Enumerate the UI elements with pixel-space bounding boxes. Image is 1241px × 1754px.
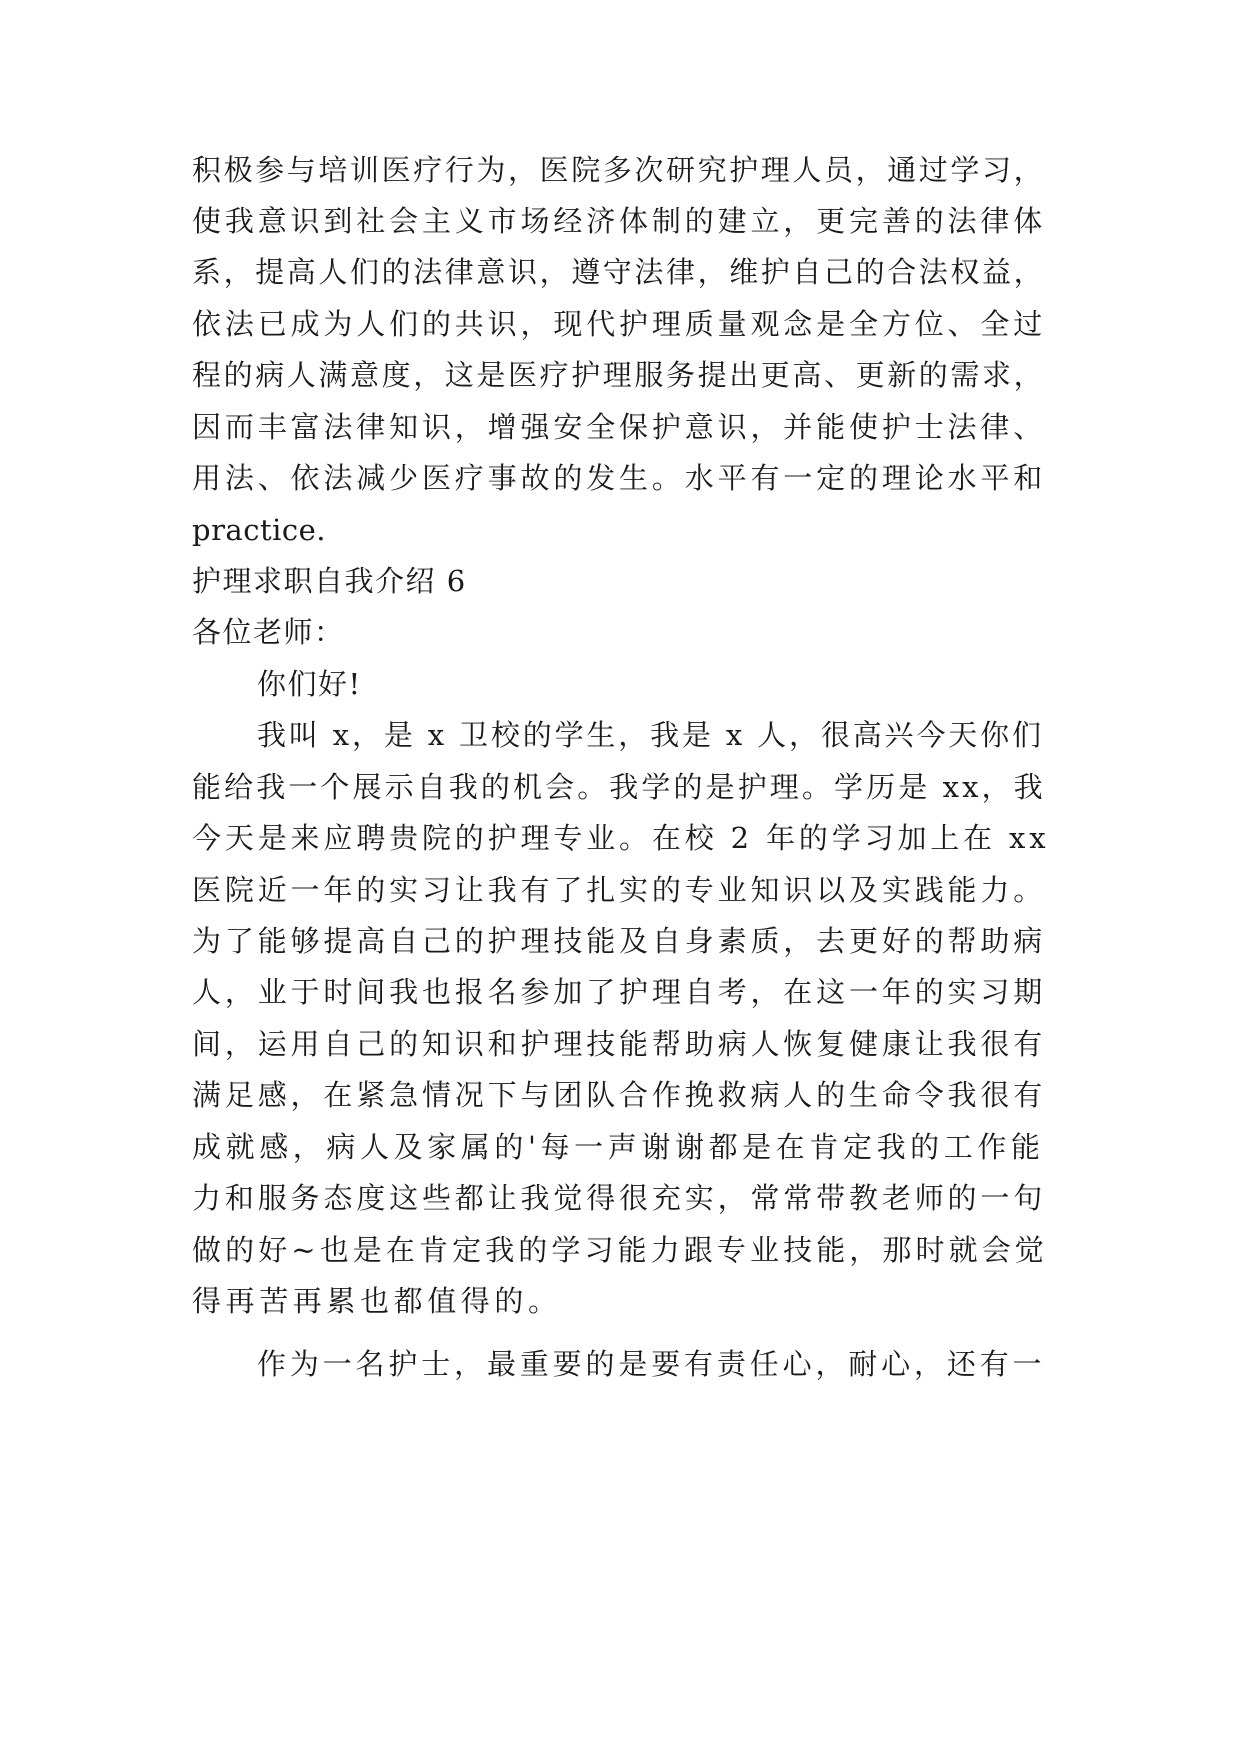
paragraph-line: 用法、依法减少医疗事故的发生。水平有一定的理论水平和: [192, 461, 1047, 495]
paragraph-line: 能给我一个展示自我的机会。我学的是护理。学历是 xx，我: [192, 770, 1046, 804]
paragraph-line: 为了能够提高自己的护理技能及自身素质，去更好的帮助病: [192, 924, 1047, 958]
paragraph-line: 满足感，在紧急情况下与团队合作挽救病人的生命令我很有: [192, 1078, 1047, 1112]
paragraph-line: 力和服务态度这些都让我觉得很充实，常常带教老师的一句: [192, 1181, 1047, 1215]
paragraph-line: 使我意识到社会主义市场经济体制的建立，更完善的法律体: [192, 204, 1047, 238]
salutation: 各位老师：: [192, 615, 345, 649]
paragraph-line: 人，业于时间我也报名参加了护理自考，在这一年的实习期: [192, 975, 1047, 1009]
paragraph-line: 依法已成为人们的共识，现代护理质量观念是全方位、全过: [192, 307, 1047, 341]
paragraph-line: 间，运用自己的知识和护理技能帮助病人恢复健康让我很有: [192, 1027, 1047, 1061]
paragraph-line: 因而丰富法律知识，增强安全保护意识，并能使护士法律、: [192, 410, 1047, 444]
paragraph-line: 今天是来应聘贵院的护理专业。在校 2 年的学习加上在 xx: [192, 821, 1050, 855]
paragraph-line: 作为一名护士，最重要的是要有责任心，耐心，还有一: [257, 1347, 1046, 1381]
greeting: 你们好!: [257, 667, 362, 701]
paragraph-line: practice.: [192, 513, 327, 547]
paragraph-line: 成就感，病人及家属的'每一声谢谢都是在肯定我的工作能: [192, 1130, 1045, 1164]
paragraph-line: 做的好~也是在肯定我的学习能力跟专业技能，那时就会觉: [192, 1233, 1048, 1267]
paragraph-line: 系，提高人们的法律意识，遵守法律，维护自己的合法权益，: [192, 255, 1046, 289]
paragraph-line: 积极参与培训医疗行为，医院多次研究护理人员，通过学习，: [192, 153, 1046, 187]
paragraph-line: 我叫 x，是 x 卫校的学生，我是 x 人，很高兴今天你们: [257, 718, 1044, 752]
paragraph-line: 医院近一年的实习让我有了扎实的专业知识以及实践能力。: [192, 873, 1047, 907]
paragraph-line: 程的病人满意度，这是医疗护理服务提出更高、更新的需求，: [192, 358, 1046, 392]
paragraph-line: 得再苦再累也都值得的。: [192, 1284, 562, 1318]
section-heading: 护理求职自我介绍 6: [192, 564, 467, 598]
